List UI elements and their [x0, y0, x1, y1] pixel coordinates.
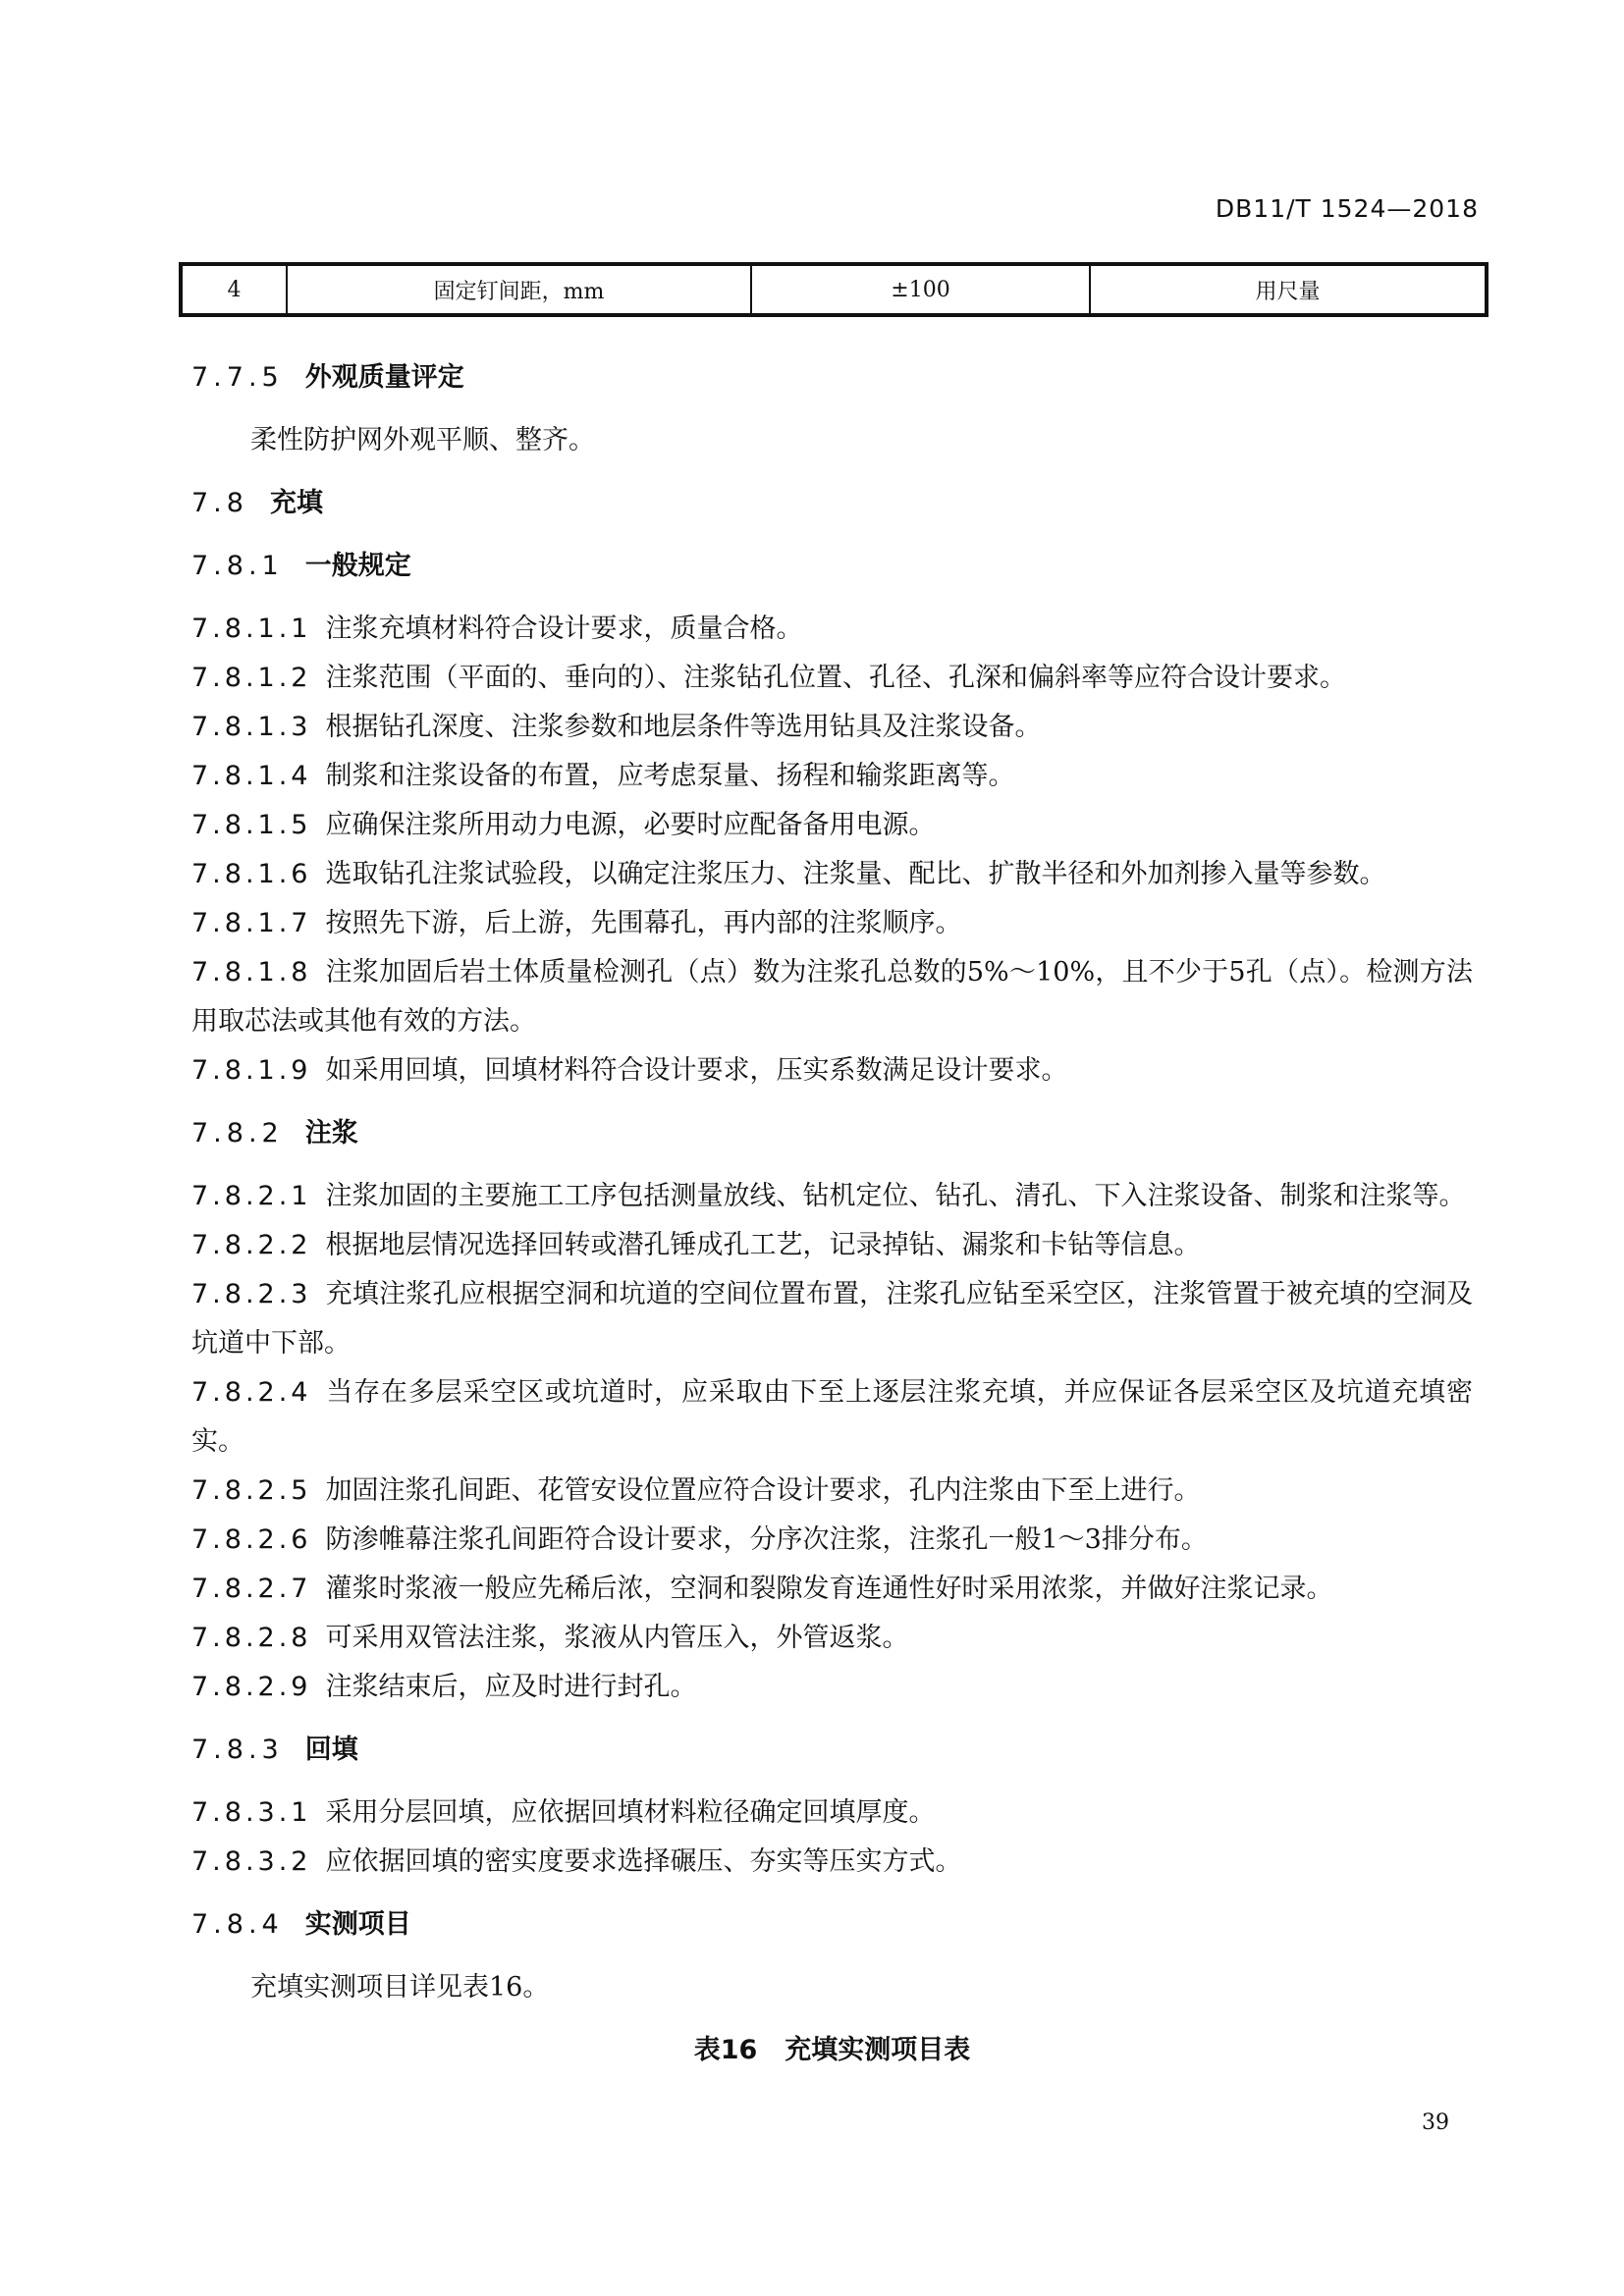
table-row [181, 264, 1487, 315]
section-heading-7-8: 7.8 充填 [191, 488, 323, 518]
paragraph: 充填实测项目详见表16。 [250, 1972, 550, 2002]
clause [191, 1516, 1473, 1565]
clause-number: 7.8.2.2 [191, 1230, 312, 1260]
clause-number: 7.8.2.9 [191, 1672, 312, 1702]
clause-text: 注浆结束后，应及时进行封孔。 [325, 1672, 697, 1702]
clause-list-7-8-3 [191, 1789, 1473, 1887]
clause [191, 1467, 1473, 1516]
page-number: 39 [1422, 2110, 1449, 2135]
clause-text: 根据地层情况选择回转或潜孔锤成孔工艺，记录掉钻、漏浆和卡钻等信息。 [325, 1230, 1201, 1260]
clause-text: 注浆范围（平面的、垂向的）、注浆钻孔位置、孔径、孔深和偏斜率等应符合设计要求。 [325, 663, 1346, 693]
table-caption: 表16 充填实测项目表 [693, 2035, 971, 2065]
standard-code: DB11/T 1524—2018 [1215, 194, 1479, 223]
clause [191, 1046, 1473, 1095]
clause-number: 7.8.2.7 [191, 1574, 312, 1604]
clause-text: 选取钻孔注浆试验段，以确定注浆压力、注浆量、配比、扩散半径和外加剂掺入量等参数。 [325, 859, 1386, 889]
clause-number: 7.8.1.1 [191, 614, 312, 644]
clause-text: 注浆加固后岩土体质量检测孔（点）数为注浆孔总数的5%～10%，且不少于5孔（点）。检测方法用取芯法或其他有效的方法。 [191, 957, 1473, 1037]
clause [191, 1172, 1473, 1221]
clause-number: 7.8.3.1 [191, 1797, 312, 1828]
clause [191, 1221, 1473, 1270]
clause-number: 7.8.1.3 [191, 712, 312, 742]
section-heading-7-8-3: 7.8.3 回填 [191, 1735, 358, 1765]
clause-number: 7.8.1.4 [191, 761, 312, 791]
section-heading-7-7-5: 7.7.5 外观质量评定 [191, 362, 464, 393]
clause-text: 根据钻孔深度、注浆参数和地层条件等选用钻具及注浆设备。 [325, 712, 1042, 742]
clause-text: 采用分层回填，应依据回填材料粒径确定回填厚度。 [325, 1797, 936, 1828]
clause-number: 7.8.2.3 [191, 1279, 312, 1309]
clause [191, 1565, 1473, 1614]
clause [191, 605, 1473, 654]
section-heading-7-8-2: 7.8.2 注浆 [191, 1118, 358, 1148]
row-number-cell: 4 [181, 264, 287, 315]
tolerance-cell: ±100 [751, 264, 1090, 315]
clause-number: 7.8.1.9 [191, 1055, 312, 1086]
clause-number: 7.8.2.5 [191, 1475, 312, 1506]
clause-text: 可采用双管法注浆，浆液从内管压入，外管返浆。 [325, 1623, 909, 1653]
clause-number: 7.8.2.6 [191, 1524, 312, 1555]
clause-text: 加固注浆孔间距、花管安设位置应符合设计要求，孔内注浆由下至上进行。 [325, 1475, 1201, 1506]
clause-text: 充填注浆孔应根据空洞和坑道的空间位置布置，注浆孔应钻至采空区，注浆管置于被充填的空洞及坑道中下部。 [191, 1279, 1473, 1359]
clause-text: 当存在多层采空区或坑道时，应采取由下至上逐层注浆充填，并应保证各层采空区及坑道充填密实。 [191, 1377, 1473, 1457]
clause [191, 1614, 1473, 1663]
clause [191, 1270, 1473, 1368]
clause-text: 制浆和注浆设备的布置，应考虑泵量、扬程和输浆距离等。 [325, 761, 1015, 791]
clause-text: 应确保注浆所用动力电源，必要时应配备备用电源。 [325, 810, 936, 840]
clause-text: 灌浆时浆液一般应先稀后浓，空洞和裂隙发育连通性好时采用浓浆，并做好注浆记录。 [325, 1574, 1333, 1604]
clause [191, 1368, 1473, 1467]
tolerance-table [179, 262, 1489, 317]
section-heading-7-8-1: 7.8.1 一般规定 [191, 551, 411, 581]
clause-list-7-8-2 [191, 1172, 1473, 1712]
document-body [191, 340, 1473, 2075]
clause [191, 1663, 1473, 1712]
clause-number: 7.8.1.6 [191, 859, 312, 889]
clause [191, 654, 1473, 703]
clause [191, 948, 1473, 1046]
clause-text: 应依据回填的密实度要求选择碾压、夯实等压实方式。 [325, 1846, 962, 1877]
clause-number: 7.8.1.2 [191, 663, 312, 693]
clause [191, 899, 1473, 948]
clause-number: 7.8.3.2 [191, 1846, 312, 1877]
clause [191, 752, 1473, 801]
clause [191, 801, 1473, 850]
paragraph: 柔性防护网外观平顺、整齐。 [250, 425, 595, 455]
clause-text: 防渗帷幕注浆孔间距符合设计要求，分序次注浆，注浆孔一般1～3排分布。 [325, 1524, 1208, 1555]
clause-text: 注浆加固的主要施工工序包括测量放线、钻机定位、钻孔、清孔、下入注浆设备、制浆和注浆等。 [325, 1181, 1466, 1211]
clause-number: 7.8.1.8 [191, 957, 312, 988]
clause-number: 7.8.2.1 [191, 1181, 312, 1211]
clause-list-7-8-1 [191, 605, 1473, 1095]
clause [191, 1789, 1473, 1838]
clause-number: 7.8.1.5 [191, 810, 312, 840]
clause-number: 7.8.2.4 [191, 1377, 312, 1408]
clause [191, 1838, 1473, 1887]
clause [191, 703, 1473, 752]
section-heading-7-8-4: 7.8.4 实测项目 [191, 1909, 411, 1940]
clause-text: 注浆充填材料符合设计要求，质量合格。 [325, 614, 803, 644]
clause-text: 如采用回填，回填材料符合设计要求，压实系数满足设计要求。 [325, 1055, 1068, 1086]
clause [191, 850, 1473, 899]
clause-number: 7.8.1.7 [191, 908, 312, 938]
item-cell: 固定钉间距，mm [287, 264, 751, 315]
method-cell: 用尺量 [1090, 264, 1487, 315]
clause-number: 7.8.2.8 [191, 1623, 312, 1653]
clause-text: 按照先下游，后上游，先围幕孔，再内部的注浆顺序。 [325, 908, 962, 938]
